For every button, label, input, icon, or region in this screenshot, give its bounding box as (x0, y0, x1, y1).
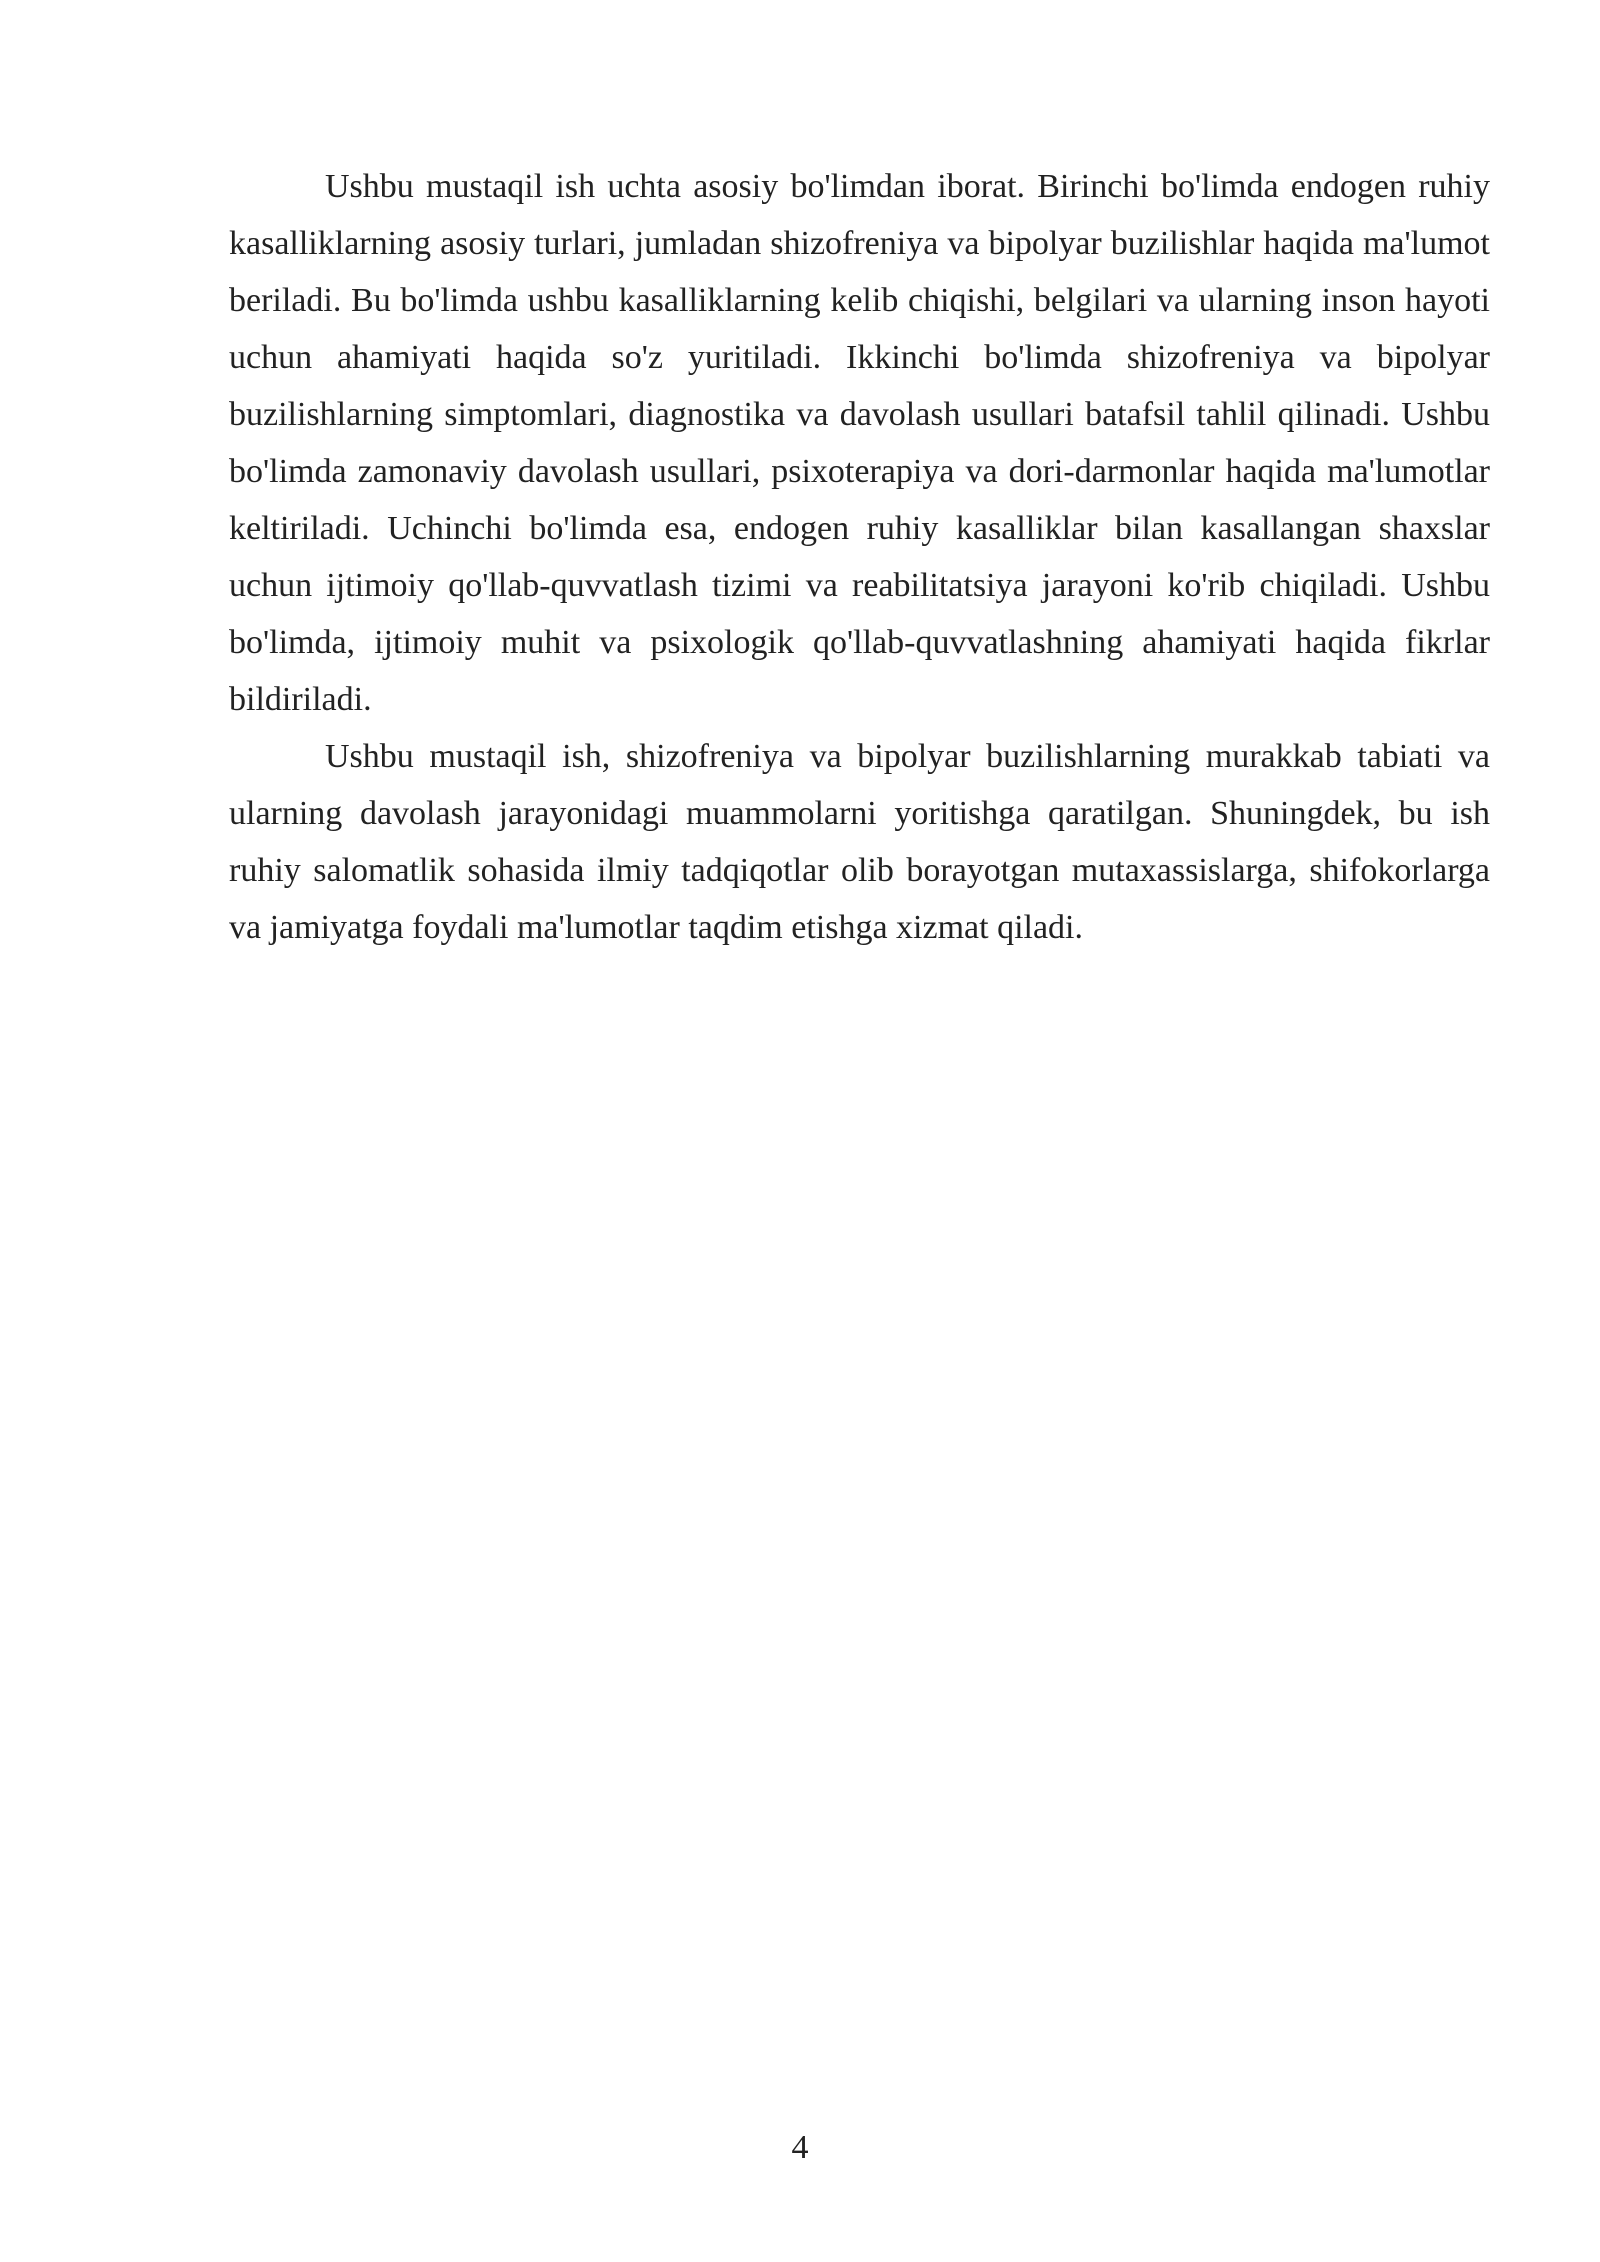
page-number: 4 (791, 2129, 809, 2166)
paragraph-1: Ushbu mustaqil ish uchta asosiy bo'limdan iborat. Birinchi bo'limda endogen ruhiy kasalliklarning asosiy turlari, jumladan shizofreniya va bipolyar buzilishlar haqida ma'lumot beriladi. Bu bo'limda ushbu kasalliklarning kelib chiqishi, belgilari va ularning inson hayoti uchun ahamiyati haqida so'z yuritiladi. Ikkinchi bo'limda shizofreniya va bipolyar buzilishlarning simptomlari, diagnostika va davolash usullari batafsil tahlil qilinadi. Ushbu bo'limda zamonaviy davolash usullari, psixoterapiya va dori-darmonlar haqida ma'lumotlar keltiriladi. Uchinchi bo'limda esa, endogen ruhiy kasalliklar bilan kasallangan shaxslar uchun ijtimoiy qo'llab-quvvatlash tizimi va reabilitatsiya jarayoni ko'rib chiqiladi. Ushbu bo'limda, ijtimoiy muhit va psixologik qo'llab-quvvatlashning ahamiyati haqida fikrlar bildiriladi. (229, 168, 1490, 718)
paragraph-2: Ushbu mustaqil ish, shizofreniya va bipolyar buzilishlarning murakkab tabiati va ularning davolash jarayonidagi muammolarni yoritishga qaratilgan. Shuningdek, bu ish ruhiy salomatlik sohasida ilmiy tadqiqotlar olib borayotgan mutaxassislarga, shifokorlarga va jamiyatga foydali ma'lumotlar taqdim etishga xizmat qiladi. (229, 738, 1490, 946)
body-text (229, 158, 1490, 956)
